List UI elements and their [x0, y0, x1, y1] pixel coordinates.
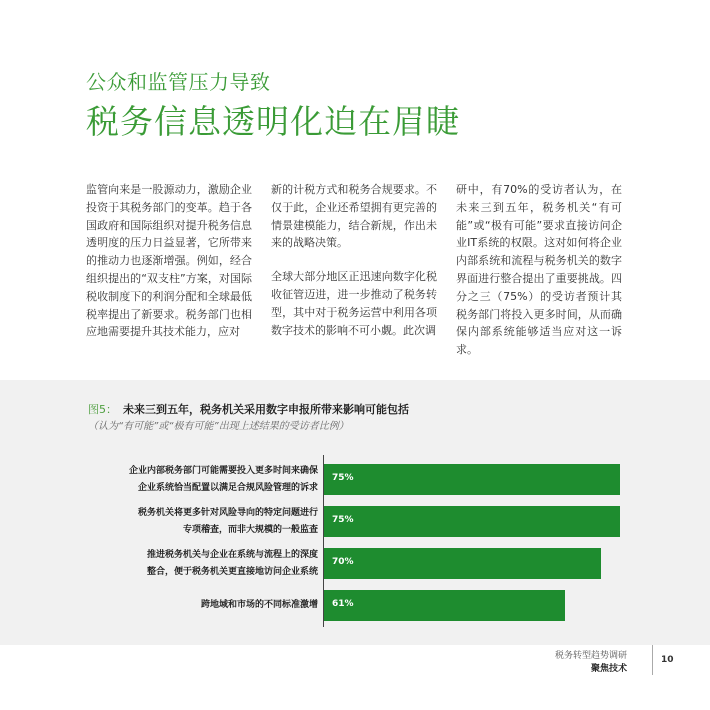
bar [324, 464, 620, 495]
figure-note: （认为“有可能”或“极有可能”出现上述结果的受访者比例） [88, 421, 349, 432]
bar-value-label: 70% [332, 557, 354, 567]
bar-value-label: 61% [332, 599, 354, 609]
bar-category-label-line: 推进税务机关与企业在系统与流程上的深度 [146, 549, 318, 560]
figure-title [88, 401, 409, 417]
bar-category-label-line: 企业内部税务部门可能需要投入更多时间来确保 [128, 465, 318, 476]
page-title: 税务信息透明化迫在眉睫 [86, 102, 460, 141]
bar-category-label-line: 跨地域和市场的不同标准激增 [200, 600, 318, 610]
section-subtitle: 公众和监管压力导致 [86, 70, 271, 94]
footer-section-name: 聚焦技术 [591, 664, 628, 674]
bar [324, 506, 620, 537]
bar-category-label [120, 463, 318, 497]
bar [324, 548, 601, 579]
bar-category-label [120, 597, 318, 614]
bar-category-label-line: 企业系统恰当配置以满足合规风险管理的诉求 [137, 482, 318, 493]
text-column-2 [271, 181, 437, 355]
footer-text [555, 650, 627, 676]
bar-value-label: 75% [332, 515, 354, 525]
text-column-3 [456, 181, 622, 375]
bar-category-label [120, 547, 318, 581]
bar [324, 590, 565, 621]
footer-report-name: 税务转型趋势调研 [555, 651, 628, 661]
bar-category-label-line: 专项稽查，而非大规模的一般监查 [182, 524, 318, 535]
paragraph: 全球大部分地区正迅速向数字化税收征管迈进，进一步推动了税务转型，其中对于税务运营中利用各项数字技术的影响不可小觑。此次调 [271, 270, 437, 337]
paragraph: 监管向来是一股源动力，激励企业投资于其税务部门的变革。趋于各国政府和国际组织对提升税务信息透明度的压力日益显著，它所带来的推动力也逐渐增强。例如，经合组织提出的“双支柱”方案，对国际税收制度下的利润分配和全球最低税率提出了新要求。税务部门也相应地需要提升其技术能力，应对 [86, 183, 252, 339]
page-number: 10 [661, 655, 674, 665]
figure-title-text: 未来三到五年，税务机关采用数字申报所带来影响可能包括 [123, 403, 409, 416]
text-column-1 [86, 181, 252, 357]
paragraph: 新的计税方式和税务合规要求。不仅于此，企业还希望拥有更完善的情景建模能力，结合新规，作出未来的战略决策。 [271, 183, 437, 250]
bar-category-label-line: 整合，便于税务机关更直接地访问企业系统 [146, 566, 318, 577]
paragraph: 研中，有70%的受访者认为，在未来三到五年，税务机关“有可能”或“极有可能”要求直接访问企业IT系统的权限。这对如何将企业内部系统和流程与税务机关的数字界面进行整合提出了重要挑战。四分之三（75%）的受访者预计其税务部门将投入更多时间，从而确保内部系统能够适当应对这一诉求。 [456, 183, 622, 357]
bar-category-label-line: 税务机关将更多针对风险导向的特定问题进行 [137, 507, 318, 518]
bar-category-label [120, 505, 318, 539]
footer-divider [652, 645, 653, 675]
figure-number: 图5： [88, 403, 117, 416]
bar-value-label: 75% [332, 473, 354, 483]
